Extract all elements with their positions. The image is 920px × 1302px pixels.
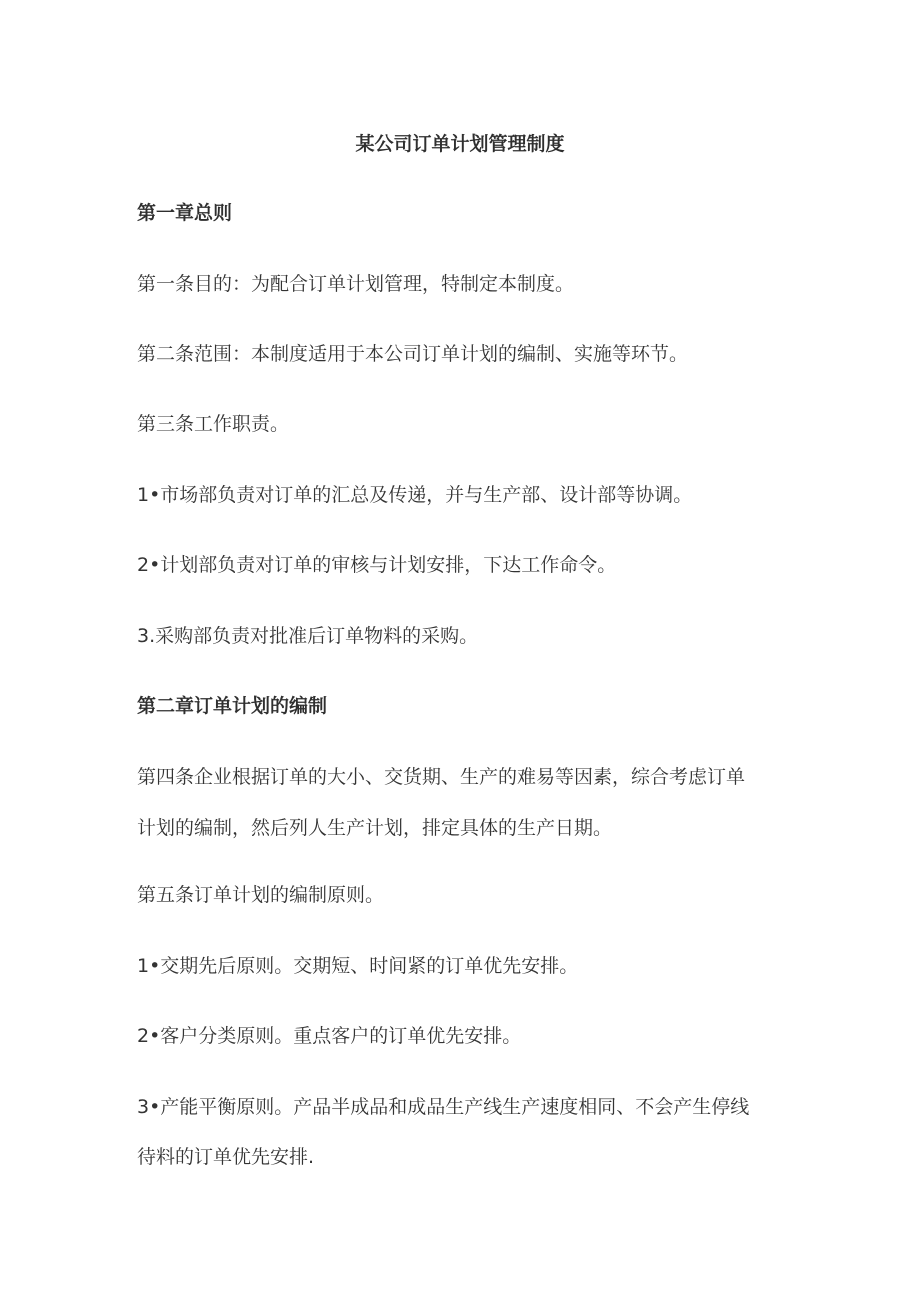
duty-item-2: 2•计划部负责对订单的审核与计划安排，下达工作命令。 bbox=[137, 554, 617, 576]
principle-item-3-line-1: 3•产能平衡原则。产品半成品和成品生产线生产速度相同、不会产生停线 bbox=[137, 1096, 750, 1118]
principle-item-2: 2•客户分类原则。重点客户的订单优先安排。 bbox=[137, 1025, 522, 1047]
chapter-1-heading: 第一章总则 bbox=[137, 202, 233, 224]
chapter-2-heading: 第二章订单计划的编制 bbox=[137, 695, 328, 717]
article-3: 第三条工作职责。 bbox=[137, 413, 290, 435]
duty-item-1: 1•市场部负责对订单的汇总及传递，并与生产部、设计部等协调。 bbox=[137, 484, 693, 506]
article-5: 第五条订单计划的编制原则。 bbox=[137, 884, 385, 906]
duty-item-3: 3.采购部负责对批准后订单物料的采购。 bbox=[137, 625, 479, 647]
article-1: 第一条目的：为配合订单计划管理，特制定本制度。 bbox=[137, 273, 575, 295]
principle-item-3-line-2: 待料的订单优先安排. bbox=[137, 1146, 315, 1168]
principle-item-1: 1•交期先后原则。交期短、时间紧的订单优先安排。 bbox=[137, 955, 579, 977]
page-title: 某公司订单计划管理制度 bbox=[355, 133, 565, 155]
article-4-line-2: 计划的编制，然后列人生产计划，排定具体的生产日期。 bbox=[137, 817, 613, 839]
article-4-line-1: 第四条企业根据订单的大小、交货期、生产的难易等因素，综合考虑订单 bbox=[137, 766, 746, 788]
article-2: 第二条范围：本制度适用于本公司订单计划的编制、实施等环节。 bbox=[137, 343, 689, 365]
